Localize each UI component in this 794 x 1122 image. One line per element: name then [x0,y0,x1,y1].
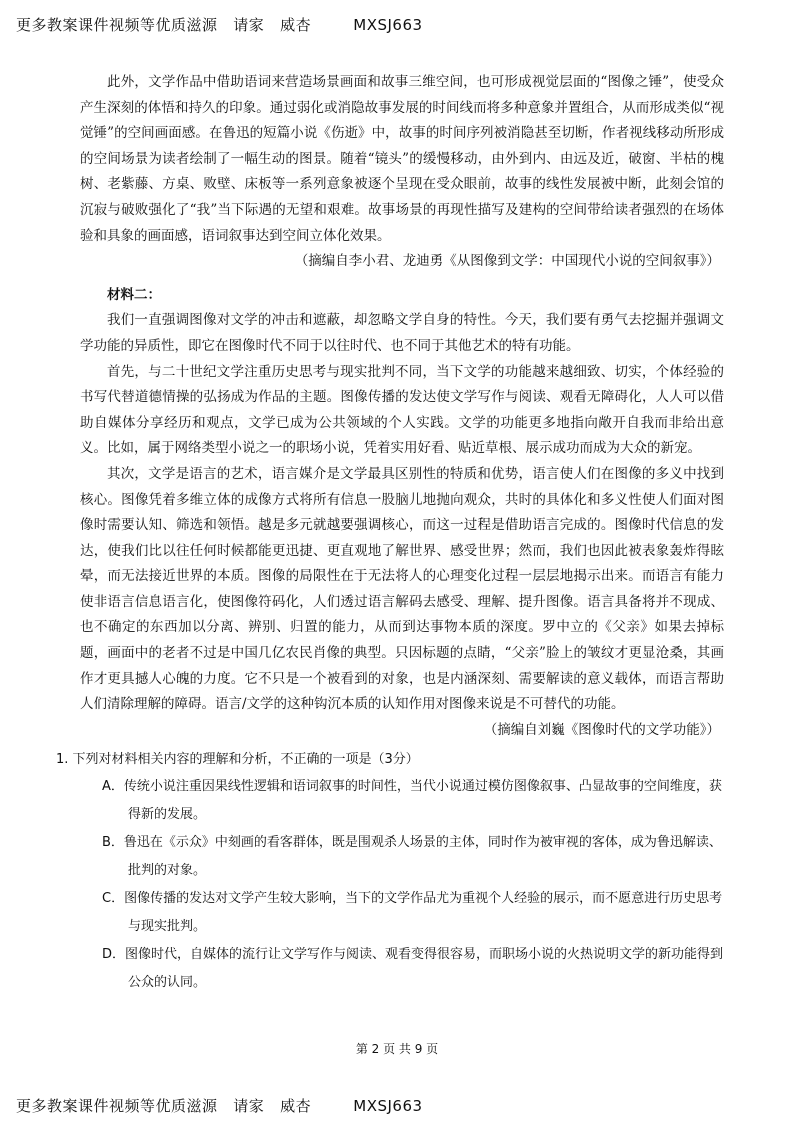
source-citation-2: （摘编自刘巍《图像时代的文学功能》） [483,721,720,738]
source-citation-1: （摘编自李小君、龙迪勇《从图像到文学：中国现代小说的空间叙事》） [294,253,720,270]
paragraph-3: 首先，与二十世纪文学注重历史思考与现实批判不同，当下文学的功能越来越细致、切实，个体经验的书写代替道德情操的弘扬成为作品的主题。图像传播的发达使文学写作与阅读、观看无障碍化，人人可以借助自媒体分享经历和观点，文学已成为公共领域的个人实践。文学的功能更多地指向敞开自我而非给出意义。比如，属于网络类型小说之一的职场小说，凭着实用好看、贴近草根、展示成功而成为大众的新宠。 [80,363,724,457]
option-c: C．图像传播的发达对文学产生较大影响，当下的文学作品尤为重视个人经验的展示，而不愿意进行历史思考与现实批判。 [102,891,723,935]
top-banner-text: 更多教案课件视频等优质滋源 请家 威杏 MXSJ663 [16,16,423,34]
paragraph-4: 其次，文学是语言的艺术，语言媒介是文学最具区别性的特质和优势，语言使人们在图像的多义中找到核心。图像凭着多维立体的成像方式将所有信息一股脑儿地抛向观众，共时的具体化和多义性使人们面对图像时需要认知、筛选和领悟。越是多元就越要强调核心，而这一过程是借助语言完成的。图像时代信息的发达，使我们比以往任何时候都能更迅捷、更直观地了解世界、感受世界；然而，我们也因此被表象轰炸得眩晕，而无法接近世界的本质。图像的局限性在于无法将人的心理变化过程一层层地揭示出来。而语言有能力使非语言信息语言化，使图像符码化，人们透过语言解码去感受、理解、提升图像。语言具备将并不现成、也不确定的东西加以分离、辨别、归置的能力，从而到达事物本质的深度。罗中立的《父亲》如果去掉标题，画面中的老者不过是中国几亿农民肖像的典型。只因标题的点睛，“父亲”脸上的皱纹才更显沧桑，其画作才更具撼人心魄的力度。它不只是一个被看到的对象，也是内涵深刻、需要解读的意义载体，而语言帮助人们清除理解的障碍。语言/文学的这种钩沉本质的认知作用对图像来说是不可替代的功能。 [80,465,724,713]
bottom-banner-text: 更多教案课件视频等优质滋源 请家 威杏 MXSJ663 [16,1097,423,1115]
material-2-heading: 材料二： [107,286,161,303]
page-number: 第 2 页 共 9 页 [355,1042,439,1056]
option-b: B．鲁迅在《示众》中刻画的看客群体，既是围观杀人场景的主体，同时作为被审视的客体，成为鲁迅解读、批判的对象。 [102,835,722,879]
article-body [56,70,724,997]
option-a: A．传统小说注重因果线性逻辑和语词叙事的时间性，当代小说通过模仿图像叙事、凸显故事的空间维度，获得新的发展。 [102,779,722,823]
question-1-stem: 1. 下列对材料相关内容的理解和分析，不正确的一项是（3分） [56,752,419,768]
option-d: D．图像时代，自媒体的流行让文学写作与阅读、观看变得很容易，而职场小说的火热说明文学的新功能得到公众的认同。 [102,947,724,991]
paragraph-2: 我们一直强调图像对文学的冲击和遮蔽，却忽略文学自身的特性。今天，我们要有勇气去挖掘并强调文学功能的异质性，即它在图像时代不同于以往时代、也不同于其他艺术的特有功能。 [80,312,724,354]
paragraph-1: 此外，文学作品中借助语词来营造场景画面和故事三维空间，也可形成视觉层面的“图像之锤”，使受众产生深刻的体悟和持久的印象。通过弱化或消隐故事发展的时间线而将多种意象并置组合，从而形成类似“视觉锤”的空间画面感。在鲁迅的短篇小说《伤逝》中，故事的时间序列被消隐甚至切断，作者视线移动所形成的空间场景为读者绘制了一幅生动的图景。随着“镜头”的缓慢移动，由外到内、由远及近，破窗、半枯的槐树、老紫藤、方桌、败壁、床板等一系列意象被逐个呈现在受众眼前，故事的线性发展被中断，此刻会馆的沉寂与破败强化了“我”当下际遇的无望和艰难。故事场景的再现性描写及建构的空间带给读者强烈的在场体验和具象的画面感，语词叙事达到空间立体化效果。 [80,74,724,244]
